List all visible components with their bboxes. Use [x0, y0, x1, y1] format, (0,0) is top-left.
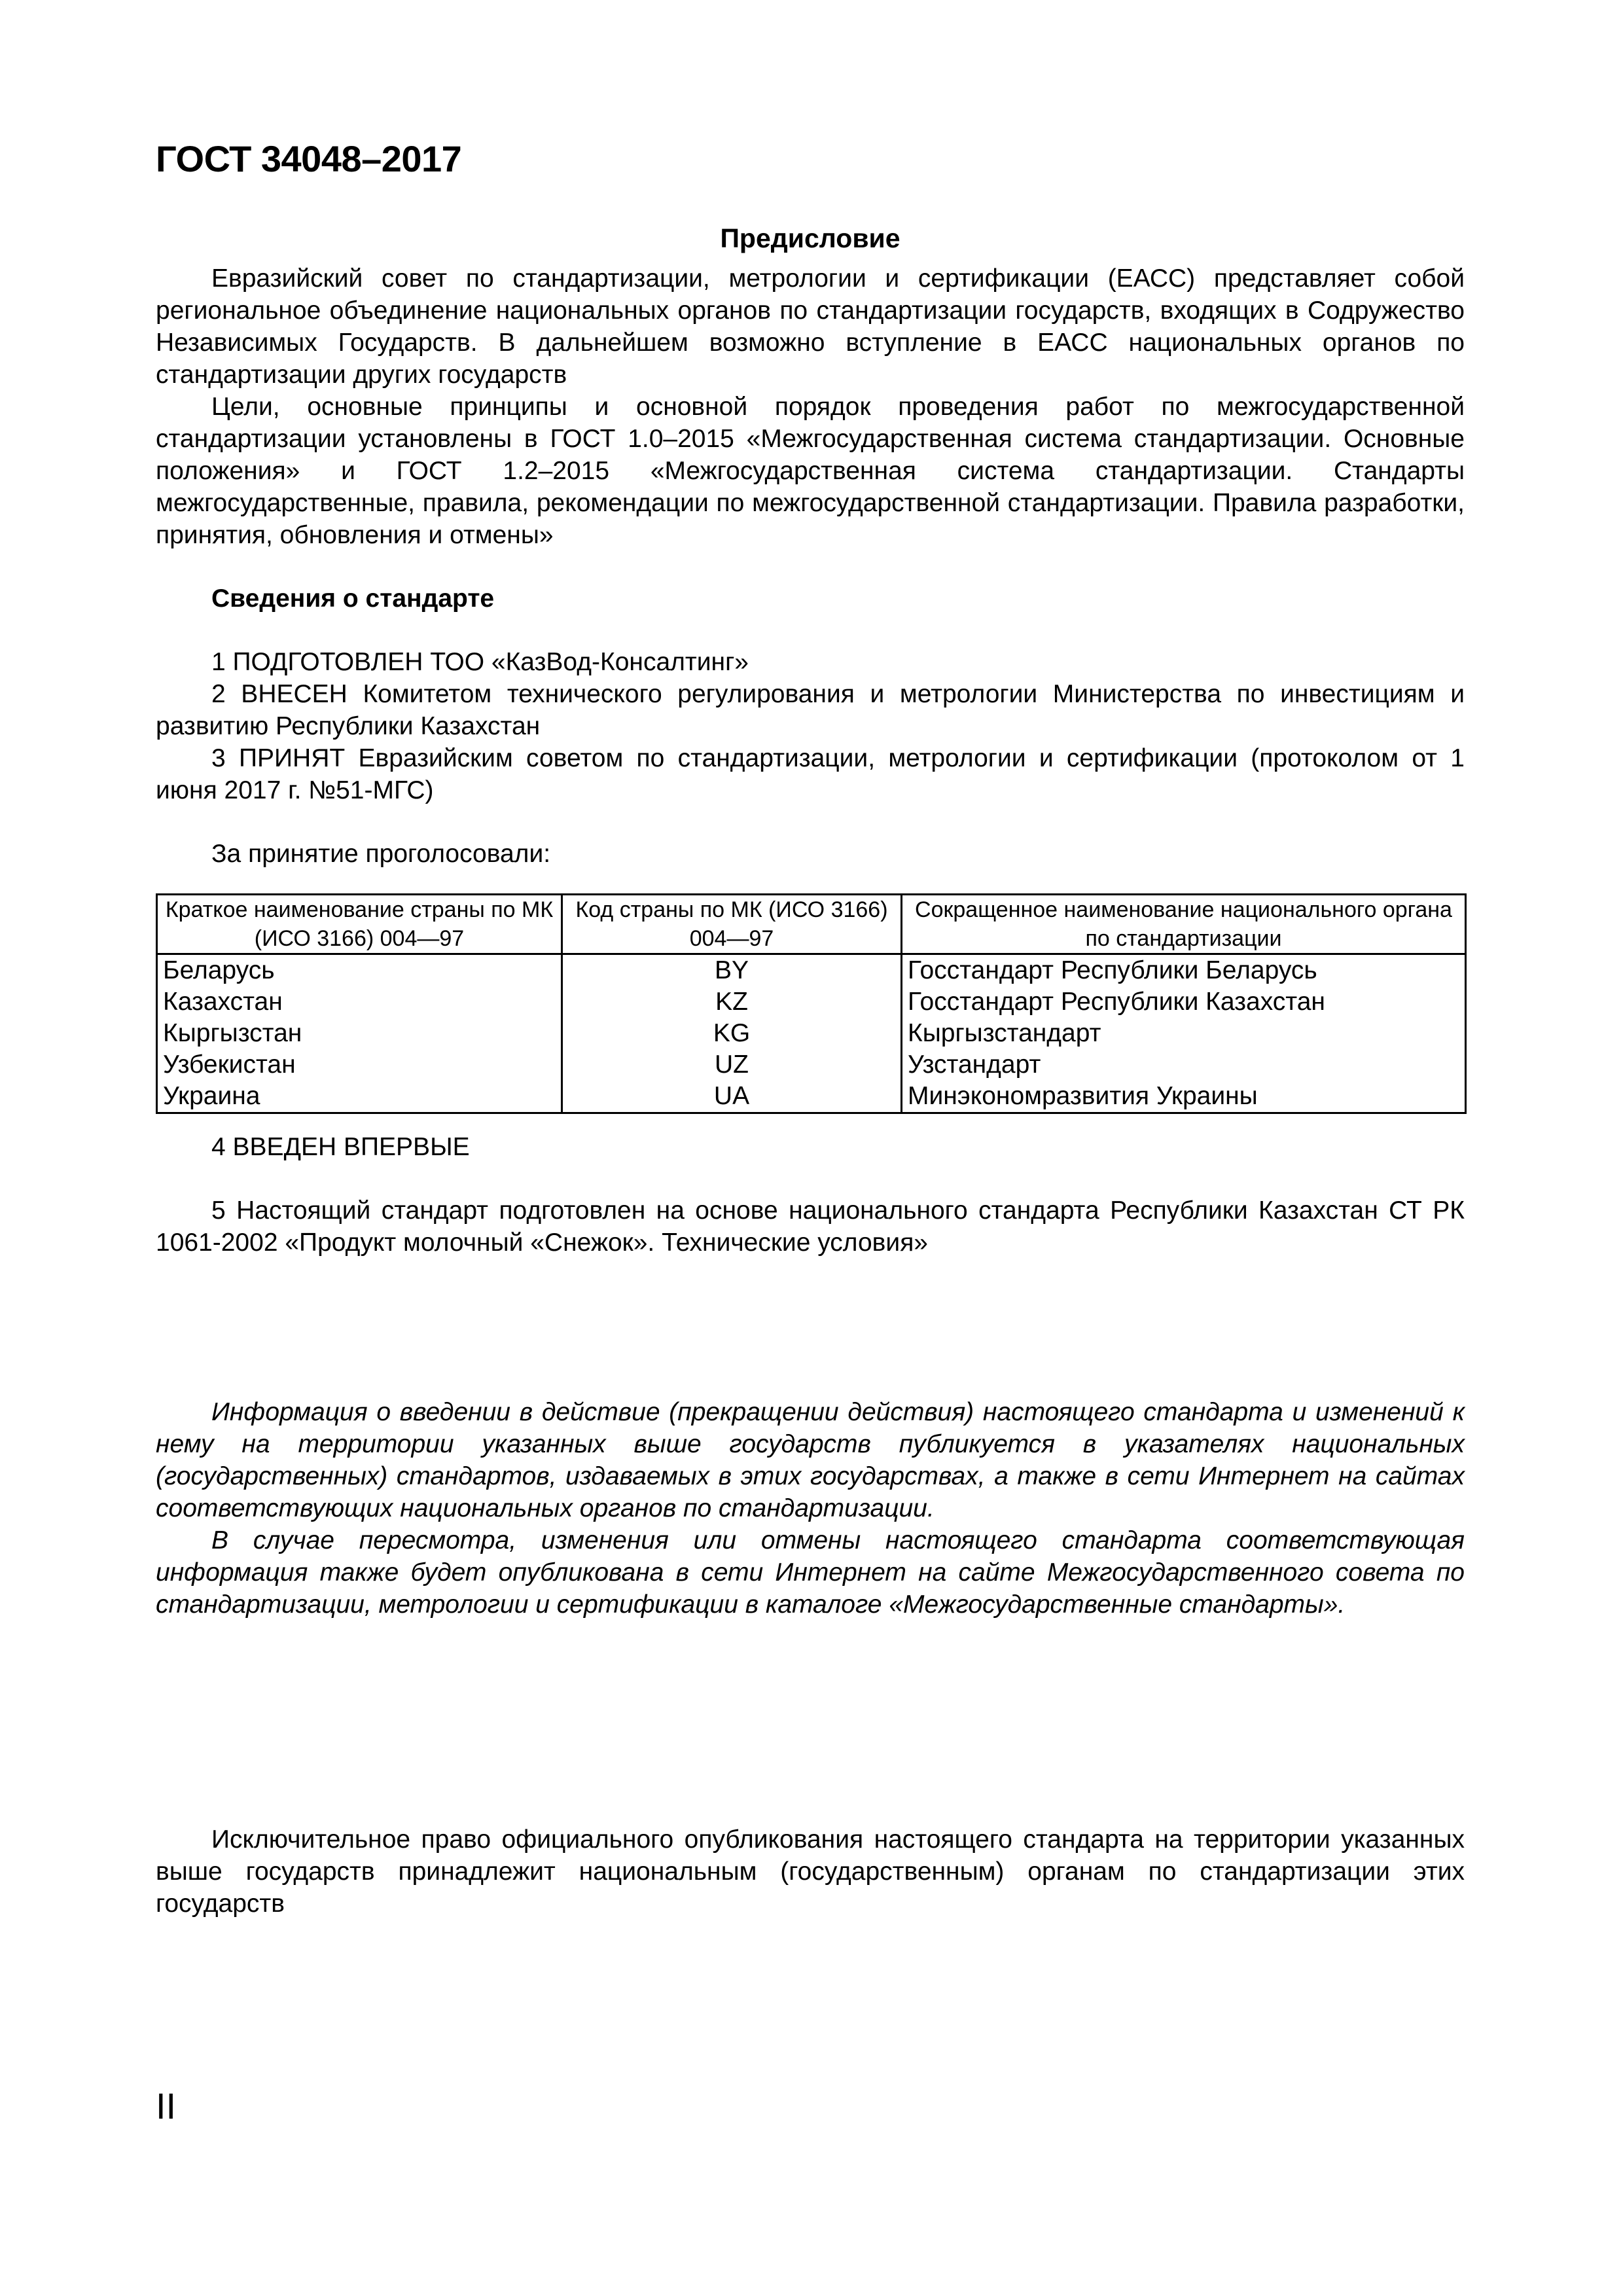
column-header-code: Код страны по МК (ИСО 3166) 004—97	[562, 895, 902, 954]
foreword-paragraph-1: Евразийский совет по стандартизации, метрологии и сертификации (ЕАСС) представляет собой региональное объединение национальных органов по стандартизации государств, входящих в Содружество Независимых Государств. В дальнейшем возможно вступление в ЕАСС национальных органов по стандартизации других государств	[156, 264, 1465, 389]
standards-body: Минэкономразвития Украины	[902, 1081, 1466, 1113]
exclusive-right-notice: Исключительное право официального опубликования настоящего стандарта на территории указанных выше государств принадлежит национальным (государственным) органам по стандартизации этих государств	[156, 1825, 1465, 1918]
publication-notes	[156, 1396, 1465, 1621]
country-code: BY	[562, 954, 902, 987]
spacer	[156, 1621, 1465, 1823]
foreword-paragraph-2: Цели, основные принципы и основной порядок проведения работ по межгосударственной стандартизации установлены в ГОСТ 1.0–2015 «Межгосударственная система стандартизации. Основные положения» и ГОСТ 1.2–2015 «Межгосударственная система стандартизации. Стандарты межгосударственные, правила, рекомендации по межгосударственной стандартизации. Правила разработки, принятия, обновления и отмены»	[156, 393, 1465, 549]
page-number: II	[156, 2085, 177, 2126]
table-row	[157, 1049, 1466, 1081]
country-name: Кыргызстан	[157, 1018, 562, 1049]
country-name: Узбекистан	[157, 1049, 562, 1081]
country-code: UZ	[562, 1049, 902, 1081]
info-item-3: 3 ПРИНЯТ Евразийским советом по стандартизации, метрологии и сертификации (протоколом от 1 июня 2017 г. №51-МГС)	[156, 744, 1465, 804]
country-name: Беларусь	[157, 954, 562, 987]
column-header-body: Сокращенное наименование национального органа по стандартизации	[902, 895, 1466, 954]
voting-countries-table	[156, 893, 1467, 1114]
table-row	[157, 1081, 1466, 1113]
voted-label: За принятие проголосовали:	[211, 840, 551, 868]
table-header-row	[157, 895, 1466, 954]
standards-body: Госстандарт Республики Беларусь	[902, 954, 1466, 987]
document-header: ГОСТ 34048–2017	[156, 138, 462, 179]
country-code: KG	[562, 1018, 902, 1049]
table-row	[157, 954, 1466, 987]
standards-body: Госстандарт Республики Казахстан	[902, 986, 1466, 1018]
publication-note-1: Информация о введении в действие (прекращении действия) настоящего стандарта и изменений к нему на территории указанных выше государств публикуется в указателях национальных (государственных) стандартов, издаваемых в этих государствах, а также в сети Интернет на сайтах соответствующих национальных органов по стандартизации.	[156, 1398, 1465, 1522]
standards-body: Узстандарт	[902, 1049, 1466, 1081]
country-name: Украина	[157, 1081, 562, 1113]
info-item-4: 4 ВВЕДЕН ВПЕРВЫЕ	[211, 1133, 470, 1161]
info-item-1: 1 ПОДГОТОВЛЕН ТОО «КазВод-Консалтинг»	[211, 648, 749, 676]
country-name: Казахстан	[157, 986, 562, 1018]
spacer	[156, 1259, 1465, 1396]
table-row	[157, 986, 1466, 1018]
spacer	[156, 1163, 1465, 1194]
standards-body: Кыргызстандарт	[902, 1018, 1466, 1049]
country-code: UA	[562, 1081, 902, 1113]
spacer	[156, 806, 1465, 838]
foreword-title: Предисловие	[720, 223, 901, 253]
info-item-5: 5 Настоящий стандарт подготовлен на основе национального стандарта Республики Казахстан СТ РК 1061-2002 «Продукт молочный «Снежок». Технические условия»	[156, 1196, 1465, 1257]
info-item-2: 2 ВНЕСЕН Комитетом технического регулирования и метрологии Министерства по инвестициям и развитию Республики Казахстан	[156, 680, 1465, 740]
country-code: KZ	[562, 986, 902, 1018]
table-row	[157, 1018, 1466, 1049]
publication-note-2: В случае пересмотра, изменения или отмены настоящего стандарта соответствующая информация также будет опубликована в сети Интернет на сайте Межгосударственного совета по стандартизации, метрологии и сертификации в каталоге «Межгосударственные стандарты».	[156, 1526, 1465, 1619]
column-header-country: Краткое наименование страны по МК (ИСО 3166) 004—97	[157, 895, 562, 954]
standard-info-heading: Сведения о стандарте	[211, 584, 495, 613]
page-content	[156, 223, 1465, 1920]
spacer	[156, 615, 1465, 646]
